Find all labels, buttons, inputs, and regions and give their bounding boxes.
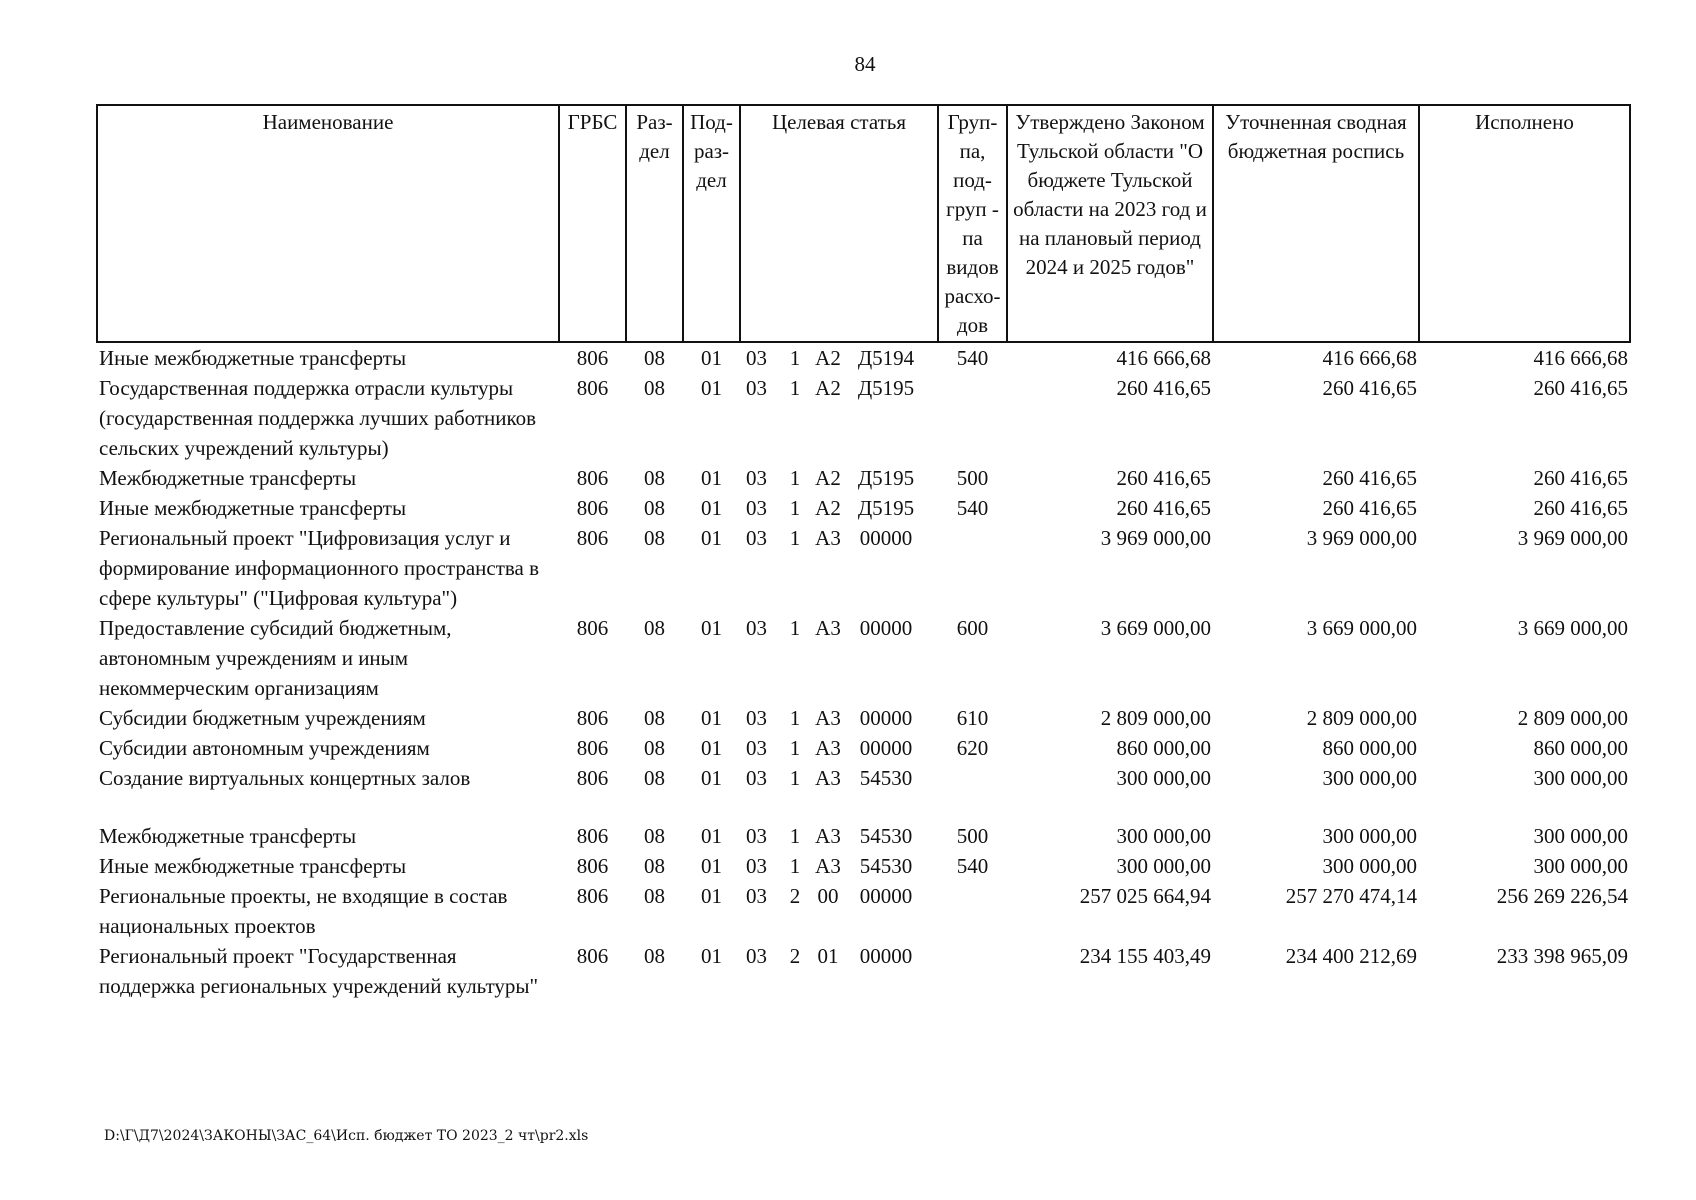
row-target	[740, 373, 938, 463]
row-grbs: 806	[576, 376, 609, 400]
target-t3: А3	[815, 706, 841, 730]
target-t1: 03	[746, 376, 767, 400]
row-grbs: 806	[576, 766, 609, 790]
target-t2: 1	[789, 706, 801, 730]
target-t1: 03	[746, 854, 767, 878]
row-approved: 3 969 000,00	[1100, 526, 1211, 550]
row-grbs: 806	[576, 346, 609, 370]
table-row	[97, 463, 1630, 493]
target-t1: 03	[746, 884, 767, 908]
row-name: Региональные проекты, не входящие в состав национальных проектов	[99, 884, 508, 938]
row-approved: 260 416,65	[1116, 376, 1211, 400]
target-t3: А3	[815, 766, 841, 790]
row-group	[938, 763, 1007, 793]
target-t4: Д5195	[857, 496, 915, 520]
target-t3: А3	[815, 824, 841, 848]
target-t2: 1	[789, 854, 801, 878]
row-name: Создание виртуальных концертных залов	[99, 766, 471, 790]
target-t3: А3	[815, 616, 841, 640]
row-approved: 3 669 000,00	[1100, 616, 1211, 640]
row-grbs: 806	[576, 706, 609, 730]
row-target	[740, 821, 938, 851]
row-executed: 300 000,00	[1533, 766, 1628, 790]
row-target	[740, 463, 938, 493]
row-razdel: 08	[644, 616, 665, 640]
row-razdel: 08	[644, 466, 665, 490]
row-grbs: 806	[576, 824, 609, 848]
row-group: 540	[956, 496, 989, 520]
file-path-footer: D:\Г\Д7\2024\ЗАКОНЫ\ЗАС_64\Исп. бюджет ТО 2023_2 чт\pr2.xls	[104, 1128, 589, 1144]
row-name: Государственная поддержка отрасли культуры (государственная поддержка лучших работников сельских учреждений культуры)	[99, 376, 537, 460]
row-executed: 233 398 965,09	[1496, 944, 1628, 968]
row-razdel: 08	[644, 736, 665, 760]
row-approved: 257 025 664,94	[1079, 884, 1211, 908]
target-t4: 00000	[859, 706, 913, 730]
row-podrazdel: 01	[701, 496, 722, 520]
row-target	[740, 613, 938, 703]
table-row	[97, 851, 1630, 881]
row-razdel: 08	[644, 824, 665, 848]
target-t4: Д5195	[857, 376, 915, 400]
row-target	[740, 733, 938, 763]
row-podrazdel: 01	[701, 616, 722, 640]
target-t1: 03	[746, 526, 767, 550]
row-razdel: 08	[644, 376, 665, 400]
table-row	[97, 941, 1630, 1001]
row-group	[938, 523, 1007, 613]
target-t4: 54530	[859, 766, 913, 790]
header-refined: Уточненная сводная бюджетная роспись	[1213, 105, 1419, 342]
row-group	[938, 881, 1007, 941]
table-row	[97, 523, 1630, 613]
row-refined: 2 809 000,00	[1306, 706, 1417, 730]
row-executed: 260 416,65	[1533, 376, 1628, 400]
row-name: Предоставление субсидий бюджетным, автономным учреждениям и иным некоммерческим организациям	[99, 616, 452, 700]
target-t1: 03	[746, 616, 767, 640]
row-executed: 256 269 226,54	[1496, 884, 1628, 908]
table-row	[97, 881, 1630, 941]
row-podrazdel: 01	[701, 346, 722, 370]
row-executed: 416 666,68	[1533, 346, 1628, 370]
row-podrazdel: 01	[701, 526, 722, 550]
row-razdel: 08	[644, 526, 665, 550]
target-t3: 00	[817, 884, 839, 908]
target-t4: Д5195	[857, 466, 915, 490]
row-podrazdel: 01	[701, 824, 722, 848]
row-refined: 260 416,65	[1322, 466, 1417, 490]
target-t4: Д5194	[857, 346, 915, 370]
target-t3: А2	[815, 376, 841, 400]
header-podrazdel: Под-раз-дел	[683, 105, 740, 342]
target-t1: 03	[746, 346, 767, 370]
table-row	[97, 821, 1630, 851]
target-t3: А3	[815, 736, 841, 760]
row-podrazdel: 01	[701, 706, 722, 730]
target-t1: 03	[746, 496, 767, 520]
target-t4: 00000	[859, 616, 913, 640]
row-target	[740, 523, 938, 613]
target-t1: 03	[746, 824, 767, 848]
table-row	[97, 733, 1630, 763]
row-name: Межбюджетные трансферты	[99, 466, 357, 490]
row-name: Иные межбюджетные трансферты	[99, 854, 407, 878]
row-executed: 260 416,65	[1533, 466, 1628, 490]
row-group: 620	[956, 736, 989, 760]
page-number: 84	[854, 52, 876, 76]
target-t2: 1	[789, 766, 801, 790]
row-razdel: 08	[644, 346, 665, 370]
row-grbs: 806	[576, 526, 609, 550]
row-razdel: 08	[644, 496, 665, 520]
target-t3: А2	[815, 346, 841, 370]
row-approved: 860 000,00	[1116, 736, 1211, 760]
target-t1: 03	[746, 766, 767, 790]
target-t1: 03	[746, 706, 767, 730]
row-razdel: 08	[644, 884, 665, 908]
row-grbs: 806	[576, 496, 609, 520]
row-refined: 300 000,00	[1322, 854, 1417, 878]
row-name: Региональный проект "Государственная поддержка региональных учреждений культуры"	[99, 944, 539, 998]
header-group: Груп-па, под-груп - па видов расхо-дов	[938, 105, 1007, 342]
row-approved: 260 416,65	[1116, 496, 1211, 520]
row-name: Субсидии автономным учреждениям	[99, 736, 430, 760]
target-t3: А3	[815, 854, 841, 878]
row-target	[740, 881, 938, 941]
target-t2: 1	[789, 616, 801, 640]
row-group: 540	[956, 346, 989, 370]
row-name: Межбюджетные трансферты	[99, 824, 357, 848]
target-t2: 1	[789, 346, 801, 370]
row-name: Субсидии бюджетным учреждениям	[99, 706, 426, 730]
row-refined: 300 000,00	[1322, 824, 1417, 848]
row-approved: 2 809 000,00	[1100, 706, 1211, 730]
row-grbs: 806	[576, 466, 609, 490]
header-razdel: Раз-дел	[626, 105, 683, 342]
header-row	[97, 105, 1630, 342]
row-target	[740, 941, 938, 1001]
row-target	[740, 703, 938, 733]
row-executed: 860 000,00	[1533, 736, 1628, 760]
row-grbs: 806	[576, 854, 609, 878]
row-executed: 3 669 000,00	[1517, 616, 1628, 640]
row-refined: 260 416,65	[1322, 496, 1417, 520]
row-razdel: 08	[644, 766, 665, 790]
row-podrazdel: 01	[701, 884, 722, 908]
row-name: Региональный проект "Цифровизация услуг и формирование информационного пространства в сфере культуры" ("Цифровая культура")	[99, 526, 540, 610]
target-t4: 54530	[859, 854, 913, 878]
row-podrazdel: 01	[701, 854, 722, 878]
target-t2: 1	[789, 466, 801, 490]
target-t2: 1	[789, 824, 801, 848]
row-razdel: 08	[644, 944, 665, 968]
row-executed: 260 416,65	[1533, 496, 1628, 520]
row-group	[938, 373, 1007, 463]
row-approved: 300 000,00	[1116, 766, 1211, 790]
row-target	[740, 763, 938, 793]
target-t1: 03	[746, 466, 767, 490]
spacer-row	[97, 793, 1630, 821]
row-grbs: 806	[576, 736, 609, 760]
row-approved: 416 666,68	[1116, 346, 1211, 370]
row-group: 610	[956, 706, 989, 730]
row-group: 500	[956, 824, 989, 848]
row-podrazdel: 01	[701, 944, 722, 968]
row-podrazdel: 01	[701, 736, 722, 760]
table-body	[97, 342, 1630, 1001]
row-refined: 3 669 000,00	[1306, 616, 1417, 640]
row-target	[740, 493, 938, 523]
row-grbs: 806	[576, 616, 609, 640]
row-executed: 3 969 000,00	[1517, 526, 1628, 550]
target-t1: 03	[746, 944, 767, 968]
target-t2: 2	[789, 884, 801, 908]
table-row	[97, 763, 1630, 793]
target-t3: А3	[815, 526, 841, 550]
row-target	[740, 851, 938, 881]
row-name: Иные межбюджетные трансферты	[99, 346, 407, 370]
row-refined: 300 000,00	[1322, 766, 1417, 790]
target-t4: 00000	[859, 526, 913, 550]
target-t2: 1	[789, 496, 801, 520]
row-grbs: 806	[576, 944, 609, 968]
row-executed: 300 000,00	[1533, 824, 1628, 848]
row-approved: 300 000,00	[1116, 854, 1211, 878]
row-executed: 300 000,00	[1533, 854, 1628, 878]
header-executed: Исполнено	[1419, 105, 1630, 342]
target-t4: 00000	[859, 736, 913, 760]
row-podrazdel: 01	[701, 376, 722, 400]
row-executed: 2 809 000,00	[1517, 706, 1628, 730]
row-approved: 234 155 403,49	[1079, 944, 1211, 968]
budget-table	[96, 104, 1631, 1001]
table-row	[97, 703, 1630, 733]
target-t3: А2	[815, 466, 841, 490]
row-refined: 234 400 212,69	[1285, 944, 1417, 968]
row-razdel: 08	[644, 706, 665, 730]
row-group: 500	[956, 466, 989, 490]
header-name: Наименование	[97, 105, 559, 342]
target-t2: 1	[789, 376, 801, 400]
row-group	[938, 941, 1007, 1001]
table-row	[97, 613, 1630, 703]
row-target	[740, 342, 938, 373]
target-t3: А2	[815, 496, 841, 520]
header-target: Целевая статья	[740, 105, 938, 342]
row-approved: 300 000,00	[1116, 824, 1211, 848]
table-row	[97, 342, 1630, 373]
target-t4: 54530	[859, 824, 913, 848]
row-approved: 260 416,65	[1116, 466, 1211, 490]
row-refined: 257 270 474,14	[1285, 884, 1417, 908]
header-approved: Утверждено Законом Тульской области "О бюджете Тульской области на 2023 год и на плановый период 2024 и 2025 годов"	[1007, 105, 1213, 342]
target-t2: 2	[789, 944, 801, 968]
row-group: 600	[956, 616, 989, 640]
row-razdel: 08	[644, 854, 665, 878]
row-podrazdel: 01	[701, 766, 722, 790]
row-refined: 260 416,65	[1322, 376, 1417, 400]
row-grbs: 806	[576, 884, 609, 908]
target-t4: 00000	[859, 944, 913, 968]
target-t2: 1	[789, 526, 801, 550]
row-name: Иные межбюджетные трансферты	[99, 496, 407, 520]
table-row	[97, 493, 1630, 523]
table-row	[97, 373, 1630, 463]
target-t3: 01	[817, 944, 839, 968]
row-refined: 416 666,68	[1322, 346, 1417, 370]
row-refined: 860 000,00	[1322, 736, 1417, 760]
header-grbs: ГРБС	[559, 105, 626, 342]
target-t1: 03	[746, 736, 767, 760]
row-group: 540	[956, 854, 989, 878]
target-t2: 1	[789, 736, 801, 760]
target-t4: 00000	[859, 884, 913, 908]
row-refined: 3 969 000,00	[1306, 526, 1417, 550]
row-podrazdel: 01	[701, 466, 722, 490]
